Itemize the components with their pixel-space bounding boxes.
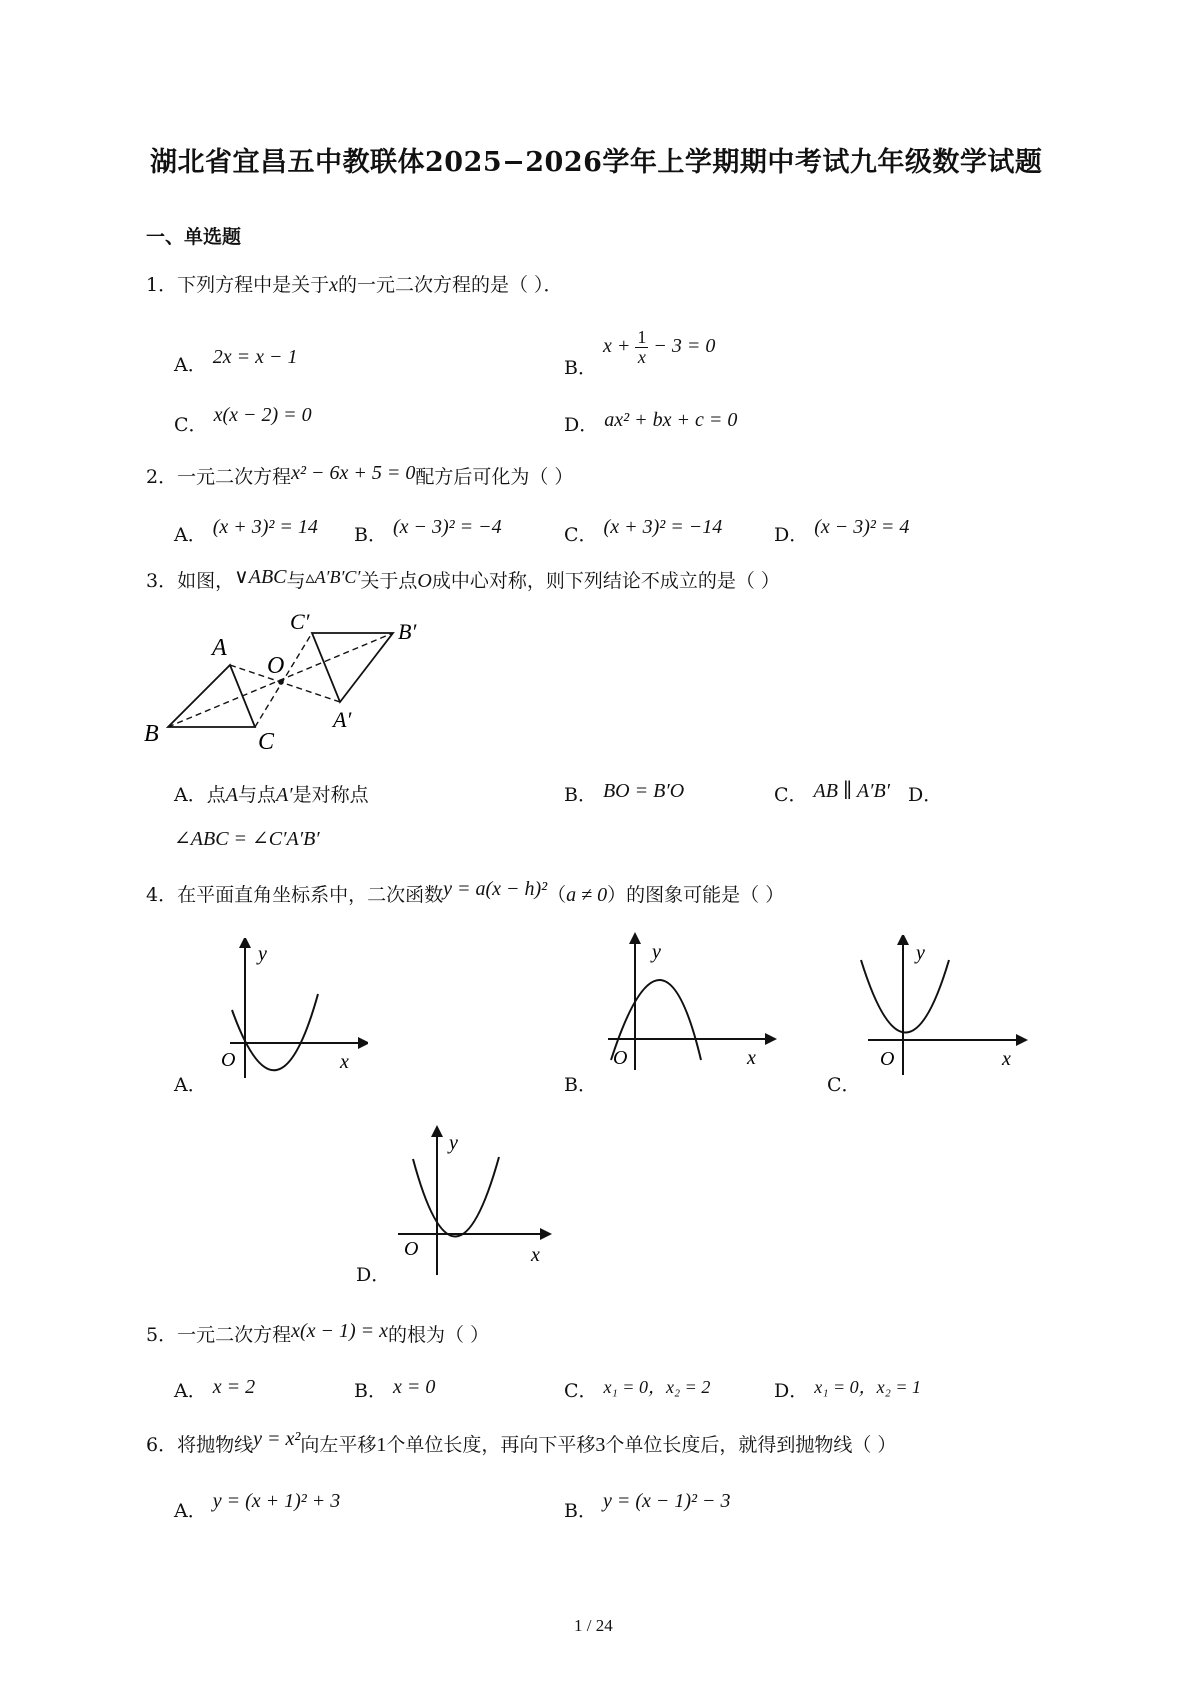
q6-option-b[interactable]: B． y = (x − 1)² − 3	[564, 1490, 731, 1522]
q2-option-a[interactable]: A． (x + 3)² = 14	[174, 516, 318, 546]
segment-cc1	[255, 633, 312, 727]
q1-option-d[interactable]: D． ax² + bx + c = 0	[564, 409, 738, 436]
symmetry-figure	[140, 605, 440, 755]
label-b1: B′	[398, 619, 417, 644]
origin-label: O	[404, 1238, 419, 1260]
question-1-stem: 1．下列方程中是关于x的一元二次方程的是（ ）．	[146, 274, 563, 296]
x-arrow	[358, 1037, 368, 1049]
q2-option-b[interactable]: B． (x − 3)² = −4	[354, 516, 502, 546]
q1-option-b[interactable]: B． x + $\frac{1}{x}$ − 3 = 0	[564, 327, 716, 379]
y-label: y	[652, 941, 661, 963]
q4-option-b[interactable]: B．	[564, 1074, 597, 1096]
y-label: y	[449, 1132, 458, 1154]
label-c1: C′	[290, 609, 310, 634]
q3-option-b[interactable]: B． BO = B′O	[564, 780, 685, 806]
x-arrow	[540, 1228, 552, 1240]
graph-c	[856, 935, 1031, 1085]
q5-option-d[interactable]: D． x₁ = 0，x₂ = 1	[774, 1377, 922, 1402]
label-o: O	[267, 653, 285, 679]
y-arrow	[897, 935, 909, 945]
page-number: 1 / 24	[574, 1616, 613, 1635]
center-point-o	[278, 679, 284, 685]
label-b: B	[144, 721, 159, 747]
q2-option-d[interactable]: D． (x − 3)² = 4	[774, 516, 910, 546]
q1-option-a[interactable]: A． 2x = x − 1	[174, 346, 298, 376]
label-a: A	[212, 635, 227, 661]
x-label: x	[747, 1047, 756, 1069]
question-5-stem: 5．一元二次方程x(x − 1) = x的根为（ ）	[146, 1320, 490, 1346]
origin-label: O	[880, 1048, 895, 1070]
q3-option-d[interactable]: ∠ABC = ∠C′A′B′	[174, 828, 320, 850]
q6-option-a[interactable]: A． y = (x + 1)² + 3	[174, 1490, 341, 1522]
question-2-stem: 2．一元二次方程x² − 6x + 5 = 0配方后可化为（ ）	[146, 462, 574, 488]
x-arrow	[1016, 1034, 1028, 1046]
y-label: y	[916, 942, 925, 964]
question-4-stem: 4．在平面直角坐标系中，二次函数y = a(x − h)²（a ≠ 0）的图象可能是（ ）	[146, 878, 785, 906]
q4-option-d[interactable]: D．	[356, 1264, 391, 1286]
graph-a	[218, 938, 368, 1088]
y-arrow	[239, 938, 251, 948]
triangle-a1b1c1	[312, 633, 393, 702]
parabola	[861, 960, 949, 1033]
q4-option-c[interactable]: C．	[827, 1074, 861, 1096]
origin-label: O	[613, 1047, 628, 1069]
label-c: C	[258, 729, 275, 755]
origin-label: O	[221, 1049, 236, 1071]
x-arrow	[765, 1033, 777, 1045]
q3-option-a[interactable]: A．点A与点A′是对称点	[174, 784, 369, 806]
graph-b	[605, 930, 780, 1080]
x-label: x	[1002, 1048, 1011, 1070]
q1-option-c[interactable]: C． x(x − 2) = 0	[174, 404, 312, 436]
section-heading: 一、单选题	[146, 226, 242, 248]
question-3-stem: 3．如图，∨ABC与▵A′B′C′关于点O成中心对称，则下列结论不成立的是（ ）	[146, 566, 780, 592]
q3-option-d-label[interactable]: D．	[908, 784, 943, 806]
y-label: y	[258, 943, 267, 965]
parabola	[413, 1157, 499, 1237]
q2-option-c[interactable]: C． (x + 3)² = −14	[564, 516, 723, 546]
x-label: x	[340, 1051, 349, 1073]
question-6-stem: 6．将抛物线y = x²向左平移1个单位长度，再向下平移3个单位长度后，就得到抛物线（ ）	[146, 1428, 897, 1456]
q5-option-a[interactable]: A． x = 2	[174, 1376, 256, 1402]
q5-option-b[interactable]: B． x = 0	[354, 1376, 436, 1402]
q5-option-c[interactable]: C． x₁ = 0，x₂ = 2	[564, 1377, 711, 1402]
y-arrow	[431, 1125, 443, 1137]
page-title: 湖北省宜昌五中教联体2025−2026学年上学期期中考试九年级数学试题	[150, 147, 1043, 178]
graph-d	[395, 1125, 570, 1285]
label-a1: A′	[333, 707, 352, 732]
segment-aa1	[230, 665, 340, 702]
q3-option-c[interactable]: C． AB ∥ A′B′	[774, 780, 891, 806]
x-label: x	[531, 1244, 540, 1266]
y-arrow	[629, 932, 641, 944]
q4-option-a[interactable]: A．	[174, 1074, 207, 1096]
